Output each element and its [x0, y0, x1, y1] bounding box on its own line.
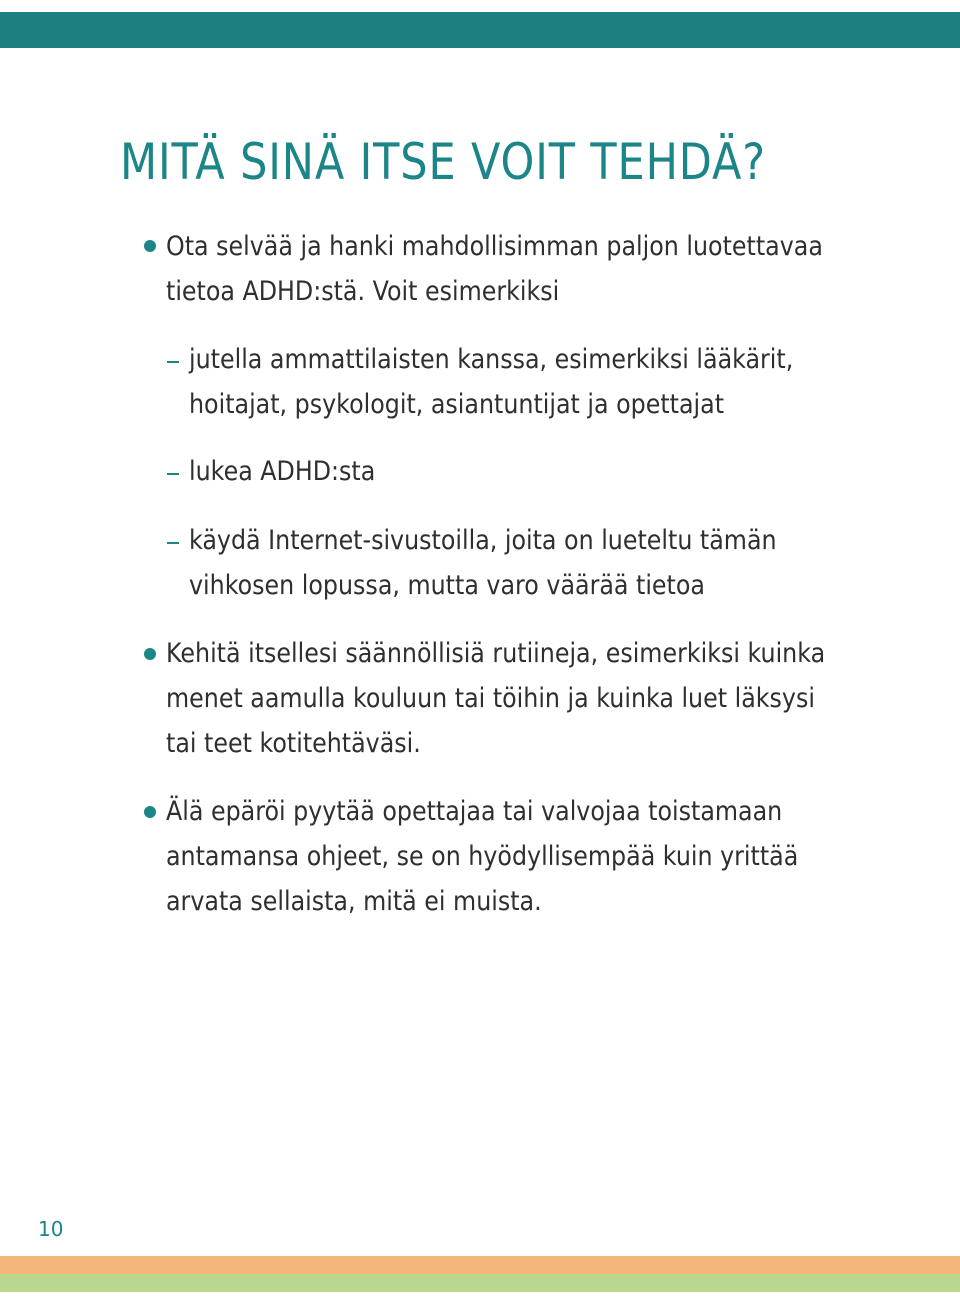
- bottom-orange-band: [0, 1256, 960, 1274]
- page-title: MITÄ SINÄ ITSE VOIT TEHDÄ?: [120, 133, 766, 191]
- dash-icon: [167, 542, 179, 544]
- list-item-text: [166, 631, 825, 766]
- text-line: lukea ADHD:sta: [189, 456, 376, 487]
- sub-item-text: [189, 337, 793, 427]
- dash-icon: [167, 473, 179, 475]
- list-item-text: [166, 789, 798, 924]
- text-line: hoitajat, psykologit, asiantuntijat ja opettajat: [189, 389, 725, 420]
- sub-item-text: [189, 518, 777, 608]
- bullet-dot-icon: [144, 806, 156, 818]
- dash-icon: [167, 361, 179, 363]
- bullet-dot-icon: [144, 648, 156, 660]
- text-line: tai teet kotitehtäväsi.: [166, 728, 421, 759]
- text-line: käydä Internet-sivustoilla, joita on lueteltu tämän: [189, 525, 777, 556]
- sub-item-text: [189, 449, 375, 494]
- text-line: Ota selvää ja hanki mahdollisimman paljon luotettavaa: [166, 231, 823, 262]
- bullet-dot-icon: [144, 240, 156, 252]
- top-color-band: [0, 12, 960, 48]
- page-number: 10: [38, 1217, 64, 1241]
- text-line: Kehitä itsellesi säännöllisiä rutiineja, esimerkiksi kuinka: [166, 638, 826, 669]
- text-line: jutella ammattilaisten kanssa, esimerkiksi lääkärit,: [189, 344, 794, 375]
- list-item-text: [166, 224, 823, 314]
- text-line: vihkosen lopussa, mutta varo väärää tietoa: [189, 570, 705, 601]
- bottom-green-band: [0, 1274, 960, 1292]
- text-line: Älä epäröi pyytää opettajaa tai valvojaa toistamaan: [166, 796, 783, 827]
- text-line: arvata sellaista, mitä ei muista.: [166, 886, 542, 917]
- text-line: antamansa ohjeet, se on hyödyllisempää kuin yrittää: [166, 841, 799, 872]
- text-line: tietoa ADHD:stä. Voit esimerkiksi: [166, 276, 560, 307]
- text-line: menet aamulla kouluun tai töihin ja kuinka luet läksysi: [166, 683, 815, 714]
